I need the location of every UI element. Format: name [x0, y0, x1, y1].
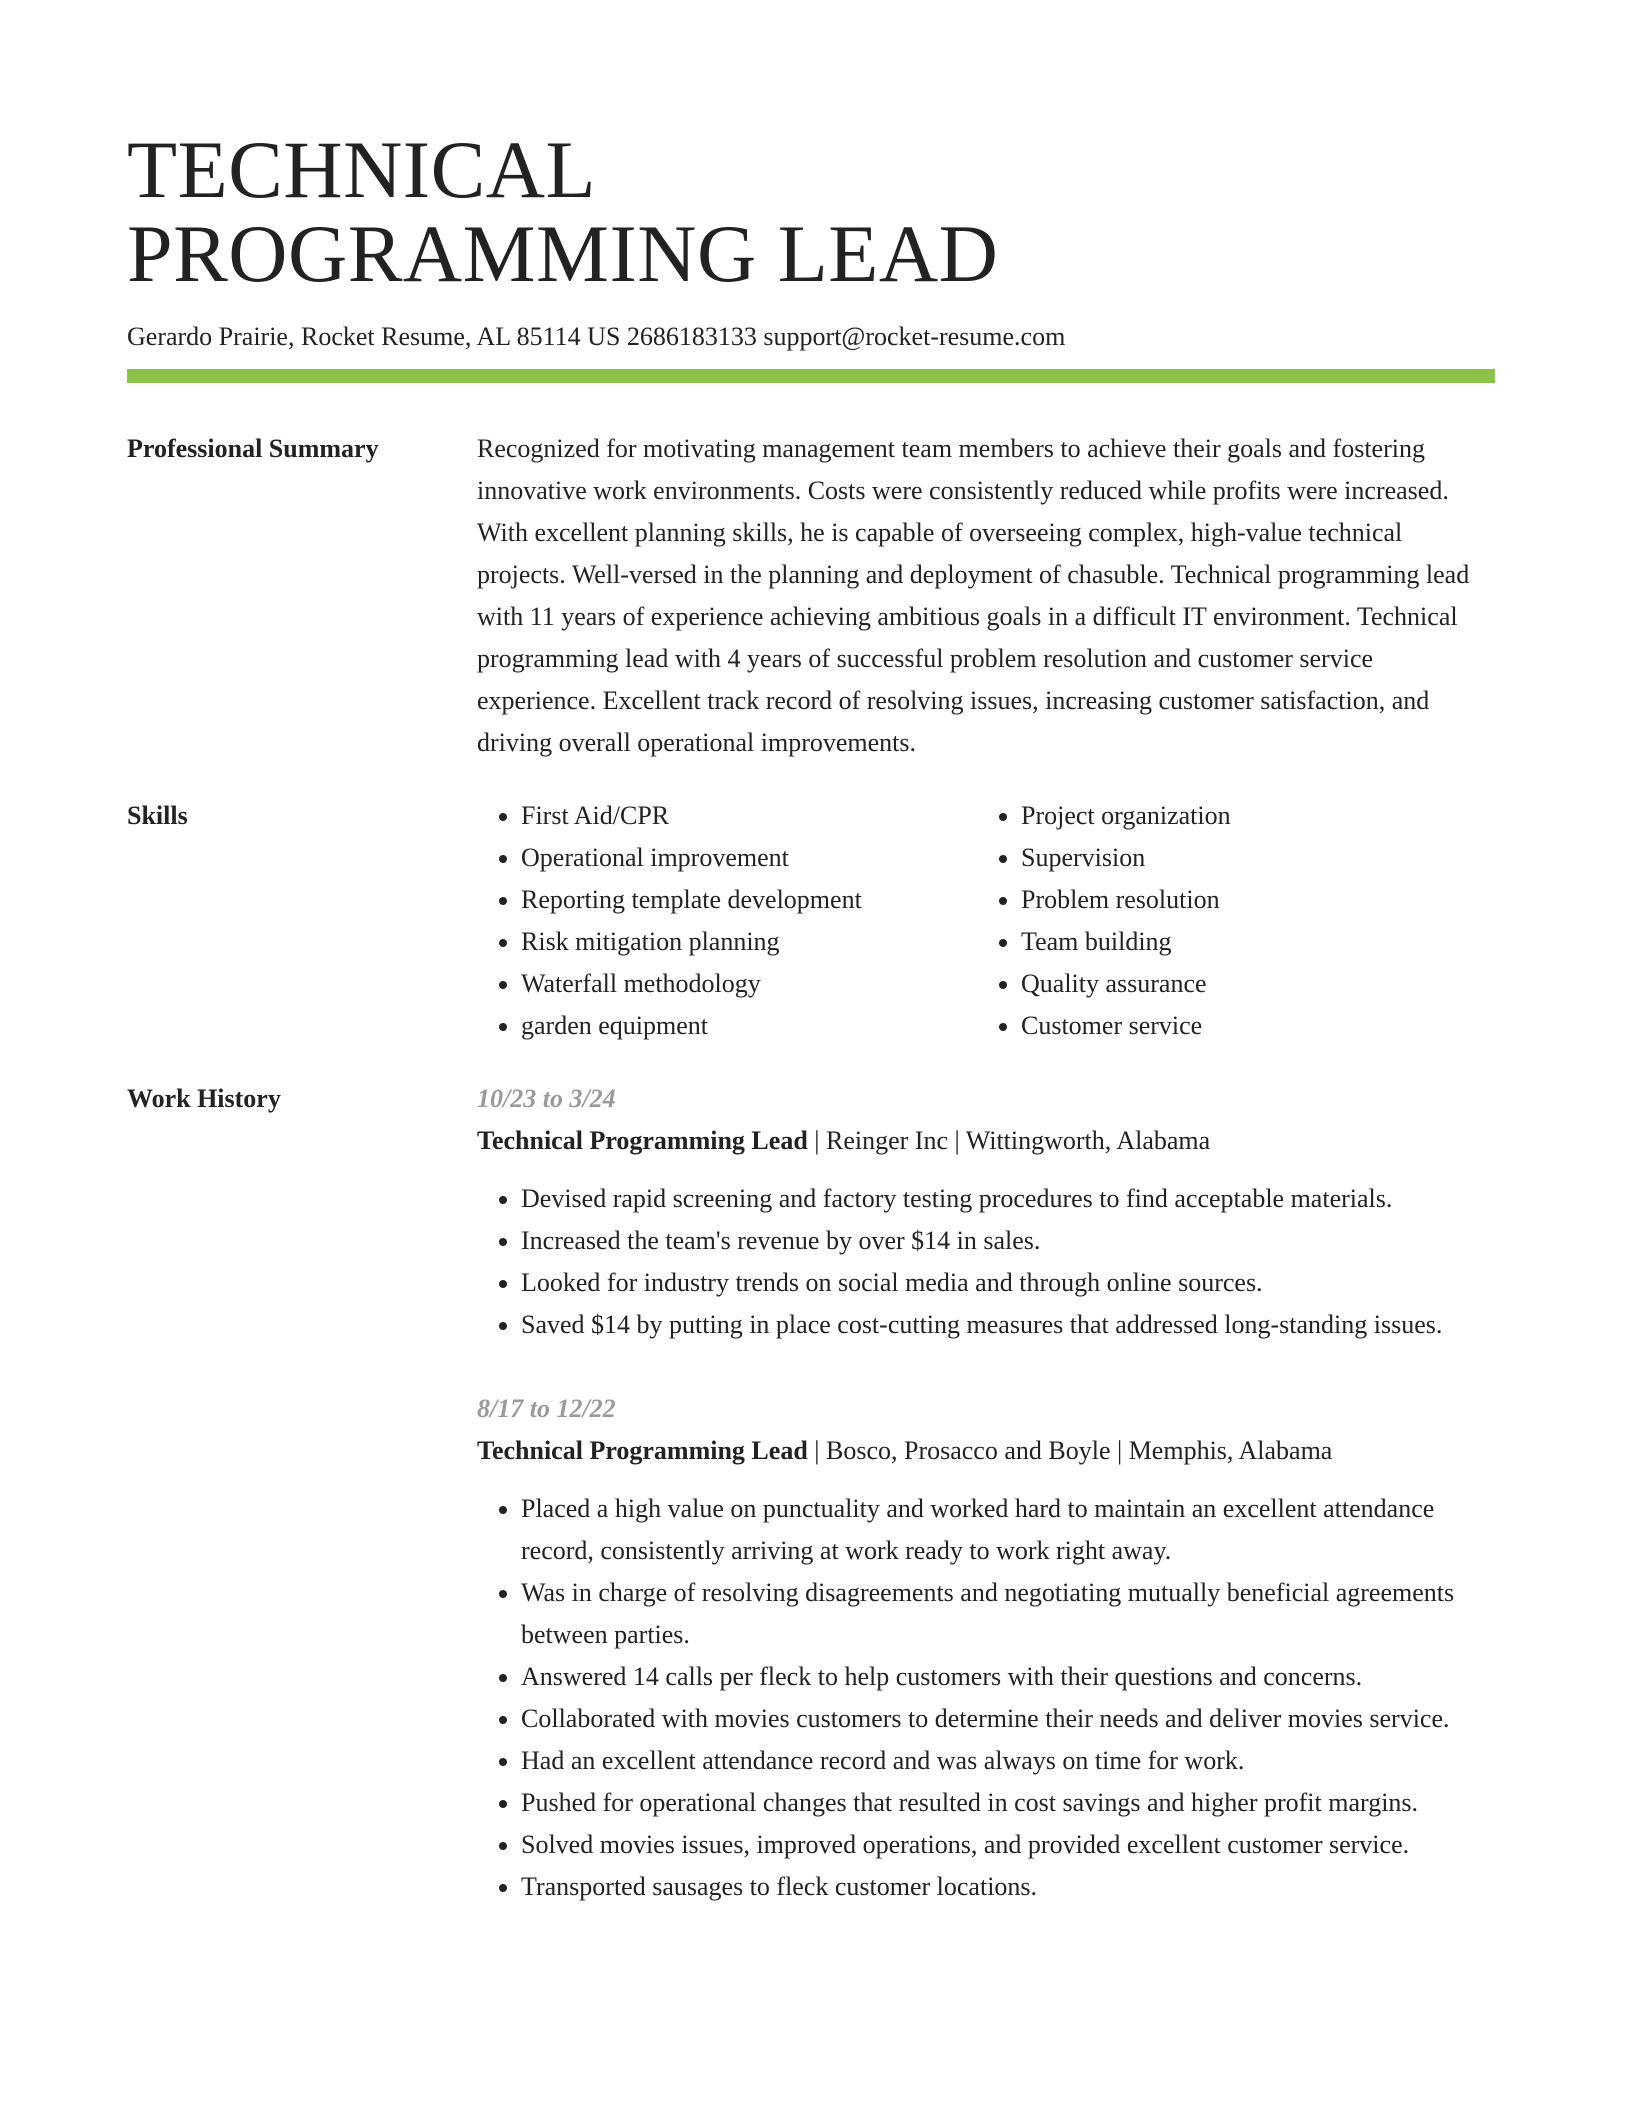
job-date: 8/17 to 12/22 — [477, 1394, 616, 1423]
job-bullet-list — [477, 1178, 1495, 1346]
job-bullet: • Placed a high value on punctuality and worked hard to maintain an excellent attendance record, consistently arriving at work ready to work right away. — [521, 1488, 1495, 1572]
skill-item: • Waterfall methodology — [521, 963, 977, 1005]
job-title: Technical Programming Lead — [477, 1436, 808, 1465]
skill-item: • First Aid/CPR — [521, 795, 977, 837]
job-bullet: • Pushed for operational changes that resulted in cost savings and higher profit margins. — [521, 1782, 1495, 1824]
skills-list-left — [477, 795, 977, 1047]
job-bullet: • Solved movies issues, improved operations, and provided excellent customer service. — [521, 1824, 1495, 1866]
skill-item: • Reporting template development — [521, 879, 977, 921]
job-bullet: • Answered 14 calls per fleck to help customers with their questions and concerns. — [521, 1656, 1495, 1698]
job-employer-location: | Bosco, Prosacco and Boyle | Memphis, Alabama — [807, 1436, 1333, 1465]
work-history-body — [477, 1078, 1495, 1908]
skill-item: • Supervision — [1021, 837, 1495, 879]
resume-page — [127, 0, 1495, 1908]
summary-section — [127, 428, 1495, 764]
resume-title — [127, 0, 1495, 299]
skill-item: • garden equipment — [521, 1005, 977, 1047]
accent-divider — [127, 369, 1495, 383]
job-bullet: • Saved $14 by putting in place cost-cutting measures that addressed long-standing issues. — [521, 1304, 1495, 1346]
job-bullet: • Collaborated with movies customers to determine their needs and deliver movies service. — [521, 1698, 1495, 1740]
skills-body — [477, 795, 1495, 1047]
job-bullet: • Increased the team's revenue by over $14 in sales. — [521, 1220, 1495, 1262]
summary-text: Recognized for motivating management team members to achieve their goals and fostering innovative work environments. Costs were consistently reduced while profits were increased. With excellent planning skills, he is capable of overseeing complex, high-value technical projects. Well-versed in the planning and deployment of chasuble. Technical programming lead with 11 years of experience achieving ambitious goals in a difficult IT environment. Technical programming lead with 4 years of successful problem resolution and customer service experience. Excellent track record of resolving issues, increasing customer satisfaction, and driving overall operational improvements. — [477, 434, 1470, 757]
job-entry — [477, 1078, 1495, 1346]
job-bullet-list — [477, 1488, 1495, 1908]
contact-line: Gerardo Prairie, Rocket Resume, AL 85114 US 2686183133 support@rocket-resume.com — [127, 322, 1066, 351]
title-line-1: TECHNICAL — [127, 124, 597, 215]
skill-item: • Risk mitigation planning — [521, 921, 977, 963]
job-bullet: • Looked for industry trends on social media and through online sources. — [521, 1262, 1495, 1304]
skills-columns — [477, 795, 1495, 1047]
work-history-section — [127, 1078, 1495, 1908]
skills-section — [127, 795, 1495, 1047]
job-bullet: • Transported sausages to fleck customer locations. — [521, 1866, 1495, 1908]
job-bullet: • Was in charge of resolving disagreements and negotiating mutually beneficial agreements between parties. — [521, 1572, 1495, 1656]
job-bullet: • Devised rapid screening and factory testing procedures to find acceptable materials. — [521, 1178, 1495, 1220]
title-line-2: PROGRAMMING LEAD — [127, 208, 999, 299]
job-date: 10/23 to 3/24 — [477, 1084, 616, 1113]
job-title: Technical Programming Lead — [477, 1126, 808, 1155]
skill-item: • Project organization — [1021, 795, 1495, 837]
skill-item: • Team building — [1021, 921, 1495, 963]
work-history-label: Work History — [127, 1084, 281, 1113]
job-entry — [477, 1388, 1495, 1908]
job-employer-location: | Reinger Inc | Wittingworth, Alabama — [807, 1126, 1211, 1155]
skill-item: • Quality assurance — [1021, 963, 1495, 1005]
skills-list-right — [977, 795, 1495, 1047]
skills-label: Skills — [127, 801, 188, 830]
job-heading — [477, 1120, 1495, 1162]
summary-label: Professional Summary — [127, 434, 379, 463]
job-bullet: • Had an excellent attendance record and was always on time for work. — [521, 1740, 1495, 1782]
skill-item: • Customer service — [1021, 1005, 1495, 1047]
skill-item: • Problem resolution — [1021, 879, 1495, 921]
job-heading — [477, 1430, 1495, 1472]
skill-item: • Operational improvement — [521, 837, 977, 879]
